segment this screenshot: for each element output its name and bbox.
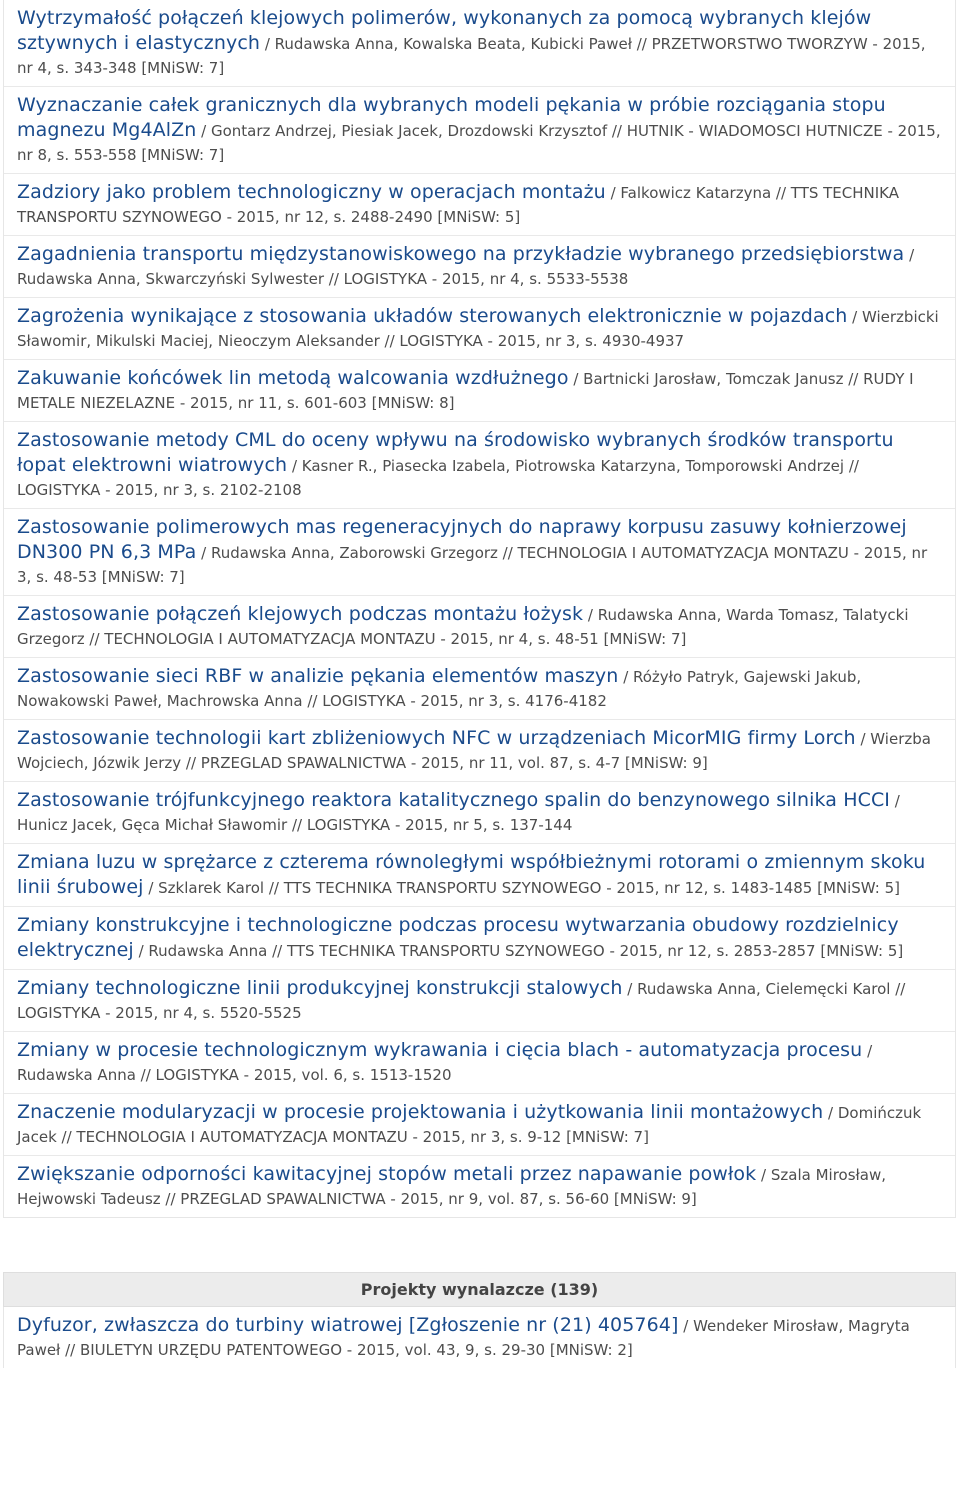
publication-meta: / Kasner R., Piasecka Izabela, Piotrowska Katarzyna, Tomporowski Andrzej // LOGISTYKA - 2015, nr 3, s. 2102-2108 [17,457,859,499]
publication-title-link[interactable]: Zagadnienia transportu międzystanowiskowego na przykładzie wybranego przedsiębiorstwa [17,243,905,265]
publication-entry [4,907,955,970]
publication-entry [4,596,955,658]
publication-entry [4,509,955,596]
publication-entry [4,970,955,1032]
publication-meta: / Różyło Patryk, Gajewski Jakub, Nowakowski Paweł, Machrowska Anna // LOGISTYKA - 2015, nr 3, s. 4176-4182 [17,668,862,710]
publication-title-link[interactable]: Zastosowanie metody CML do oceny wpływu na środowisko wybranych środków transportu łopat elektrowni wiatrowych [17,429,894,476]
publication-title-link[interactable]: Wyznaczanie całek granicznych dla wybranych modeli pękania w próbie rozciągania stopu magnezu Mg4AlZn [17,94,886,141]
publication-meta: / Wierzba Wojciech, Józwik Jerzy // PRZEGLAD SPAWALNICTWA - 2015, nr 11, vol. 87, s. 4-7 [MNiSW: 9] [17,730,931,772]
section-header: Projekty wynalazcze (139) [3,1272,956,1307]
publication-entry [4,720,955,782]
publication-entry [4,1156,955,1217]
publication-title-link[interactable]: Zagrożenia wynikające z stosowania układów sterowanych elektronicznie w pojazdach [17,305,848,327]
publication-meta: / Szala Mirosław, Hejwowski Tadeusz // PRZEGLAD SPAWALNICTWA - 2015, nr 9, vol. 87, s. 56-60 [MNiSW: 9] [17,1166,887,1208]
publication-entry [4,360,955,422]
publication-title-link[interactable]: Zastosowanie połączeń klejowych podczas montażu łożysk [17,603,584,625]
publication-entry [4,1032,955,1094]
publication-meta: / Gontarz Andrzej, Piesiak Jacek, Drozdowski Krzysztof // HUTNIK - WIADOMOSCI HUTNICZE - 2015, nr 8, s. 553-558 [MNiSW: 7] [17,122,941,164]
publication-title-link[interactable]: Zakuwanie końcówek lin metodą walcowania wzdłużnego [17,367,569,389]
publication-entry [4,236,955,298]
publication-entry [4,174,955,236]
publication-title-link[interactable]: Zastosowanie technologii kart zbliżeniowych NFC w urządzeniach MicorMIG firmy Lorch [17,727,856,749]
publication-meta: / Rudawska Anna, Warda Tomasz, Talatycki Grzegorz // TECHNOLOGIA I AUTOMATYZACJA MONTAZU - 2015, nr 4, s. 48-51 [MNiSW: 7] [17,606,909,648]
publication-meta: / Domińczuk Jacek // TECHNOLOGIA I AUTOMATYZACJA MONTAZU - 2015, nr 3, s. 9-12 [MNiSW: 7] [17,1104,922,1146]
publication-entry [4,1094,955,1156]
publication-list [3,0,956,1218]
publication-entry [4,844,955,907]
publication-meta: / Szklarek Karol // TTS TECHNIKA TRANSPORTU SZYNOWEGO - 2015, nr 12, s. 1483-1485 [MNiSW: 5] [148,879,900,897]
publication-title-link[interactable]: Zmiany w procesie technologicznym wykrawania i cięcia blach - automatyzacja procesu [17,1039,863,1061]
publication-meta: / Rudawska Anna, Zaborowski Grzegorz // TECHNOLOGIA I AUTOMATYZACJA MONTAZU - 2015, nr 3, s. 48-53 [MNiSW: 7] [17,544,928,586]
publication-title-link[interactable]: Zmiany konstrukcyjne i technologiczne podczas procesu wytwarzania obudowy rozdzielnicy elektrycznej [17,914,899,961]
publication-meta: / Bartnicki Jarosław, Tomczak Janusz // RUDY I METALE NIEZELAZNE - 2015, nr 11, s. 601-603 [MNiSW: 8] [17,370,914,412]
publication-meta: / Rudawska Anna // LOGISTYKA - 2015, vol. 6, s. 1513-1520 [17,1042,873,1084]
publication-title-link[interactable]: Dyfuzor, zwłaszcza do turbiny wiatrowej [Zgłoszenie nr (21) 405764] [17,1314,679,1336]
section-gap [3,1218,956,1272]
publication-title-link[interactable]: Zastosowanie trójfunkcyjnego reaktora katalitycznego spalin do benzynowego silnika HCCI [17,789,891,811]
publication-title-link[interactable]: Zastosowanie polimerowych mas regeneracyjnych do naprawy korpusu zasuwy kołnierzowej DN300 PN 6,3 MPa [17,516,907,563]
publication-meta: / Rudawska Anna, Skwarczyński Sylwester // LOGISTYKA - 2015, nr 4, s. 5533-5538 [17,246,915,288]
publication-meta: / Rudawska Anna // TTS TECHNIKA TRANSPORTU SZYNOWEGO - 2015, nr 12, s. 2853-2857 [MNiSW: 5] [138,942,904,960]
publication-entry [4,1307,955,1368]
publication-meta: / Rudawska Anna, Kowalska Beata, Kubicki Paweł // PRZETWORSTWO TWORZYW - 2015, nr 4, s. 343-348 [MNiSW: 7] [17,35,926,77]
publication-title-link[interactable]: Zmiana luzu w sprężarce z czterema równoległymi współbieżnymi rotorami o zmiennym skoku linii śrubowej [17,851,926,898]
publication-entry [4,782,955,844]
patent-list [3,1307,956,1368]
publication-meta: / Wendeker Mirosław, Magryta Paweł // BIULETYN URZĘDU PATENTOWEGO - 2015, vol. 43, 9, s. 29-30 [MNiSW: 2] [17,1317,910,1359]
publication-title-link[interactable]: Zmiany technologiczne linii produkcyjnej konstrukcji stalowych [17,977,623,999]
publication-meta: / Hunicz Jacek, Gęca Michał Sławomir // LOGISTYKA - 2015, nr 5, s. 137-144 [17,792,900,834]
publication-entry [4,87,955,174]
publication-title-link[interactable]: Zastosowanie sieci RBF w analizie pękania elementów maszyn [17,665,619,687]
publication-title-link[interactable]: Zwiększanie odporności kawitacyjnej stopów metali przez napawanie powłok [17,1163,757,1185]
publication-meta: / Rudawska Anna, Cielemęcki Karol // LOGISTYKA - 2015, nr 4, s. 5520-5525 [17,980,906,1022]
publication-meta: / Wierzbicki Sławomir, Mikulski Maciej, Nieoczym Aleksander // LOGISTYKA - 2015, nr 3, s. 4930-4937 [17,308,939,350]
publication-title-link[interactable]: Wytrzymałość połączeń klejowych polimerów, wykonanych za pomocą wybranych klejów sztywnych i elastycznych [17,7,872,54]
publication-entry [4,298,955,360]
publication-entry [4,0,955,87]
publication-entry [4,658,955,720]
publication-title-link[interactable]: Znaczenie modularyzacji w procesie projektowania i użytkowania linii montażowych [17,1101,824,1123]
publication-meta: / Falkowicz Katarzyna // TTS TECHNIKA TRANSPORTU SZYNOWEGO - 2015, nr 12, s. 2488-2490 [MNiSW: 5] [17,184,900,226]
publication-title-link[interactable]: Zadziory jako problem technologiczny w operacjach montażu [17,181,606,203]
publication-entry [4,422,955,509]
publication-page [3,0,956,1368]
